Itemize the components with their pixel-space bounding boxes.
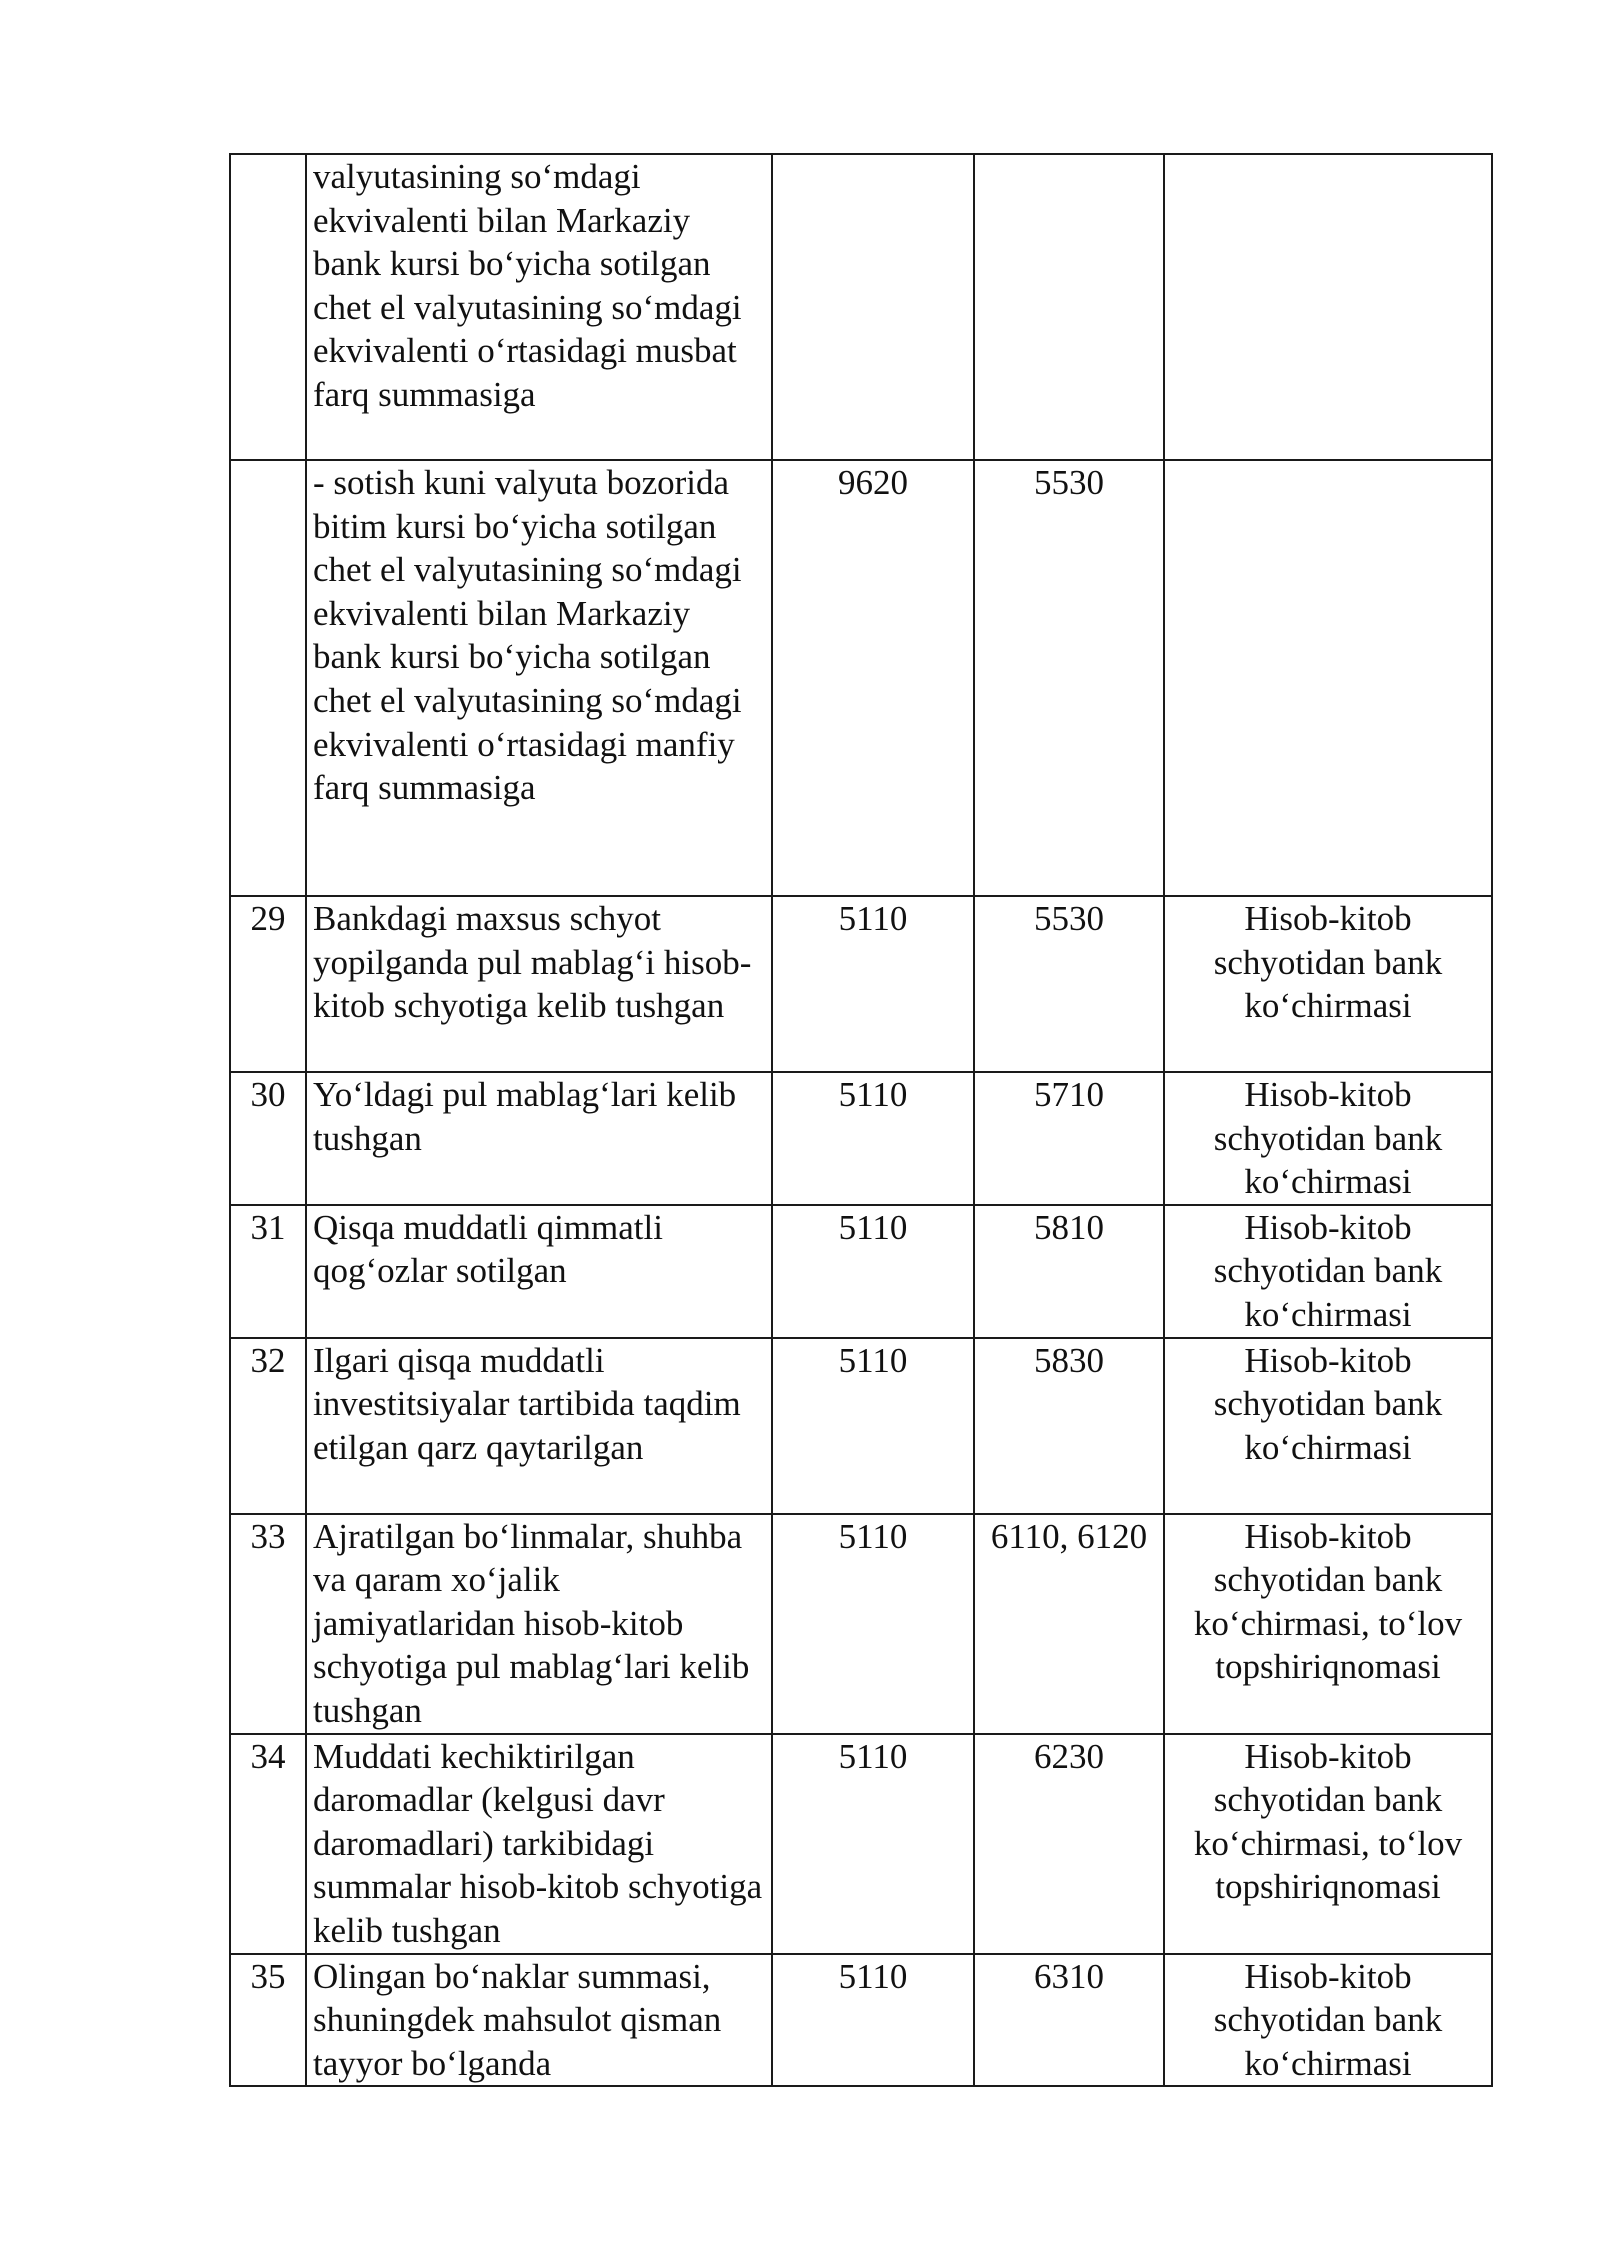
table-row: [230, 1205, 1492, 1338]
credit-account: 5530: [974, 460, 1164, 896]
source-document: Hisob-kitob schyotidan bank ko‘chirmasi, to‘lov topshiriqnomasi: [1164, 1734, 1492, 1954]
credit-account: 6230: [974, 1734, 1164, 1954]
operation-description: Qisqa muddatli qimmatli qog‘ozlar sotilgan: [306, 1205, 772, 1338]
source-document: Hisob-kitob schyotidan bank ko‘chirmasi: [1164, 1072, 1492, 1205]
row-number: 30: [230, 1072, 306, 1205]
source-document: [1164, 154, 1492, 460]
credit-account: 6310: [974, 1954, 1164, 2087]
source-document: Hisob-kitob schyotidan bank ko‘chirmasi: [1164, 896, 1492, 1072]
row-number: 33: [230, 1514, 306, 1734]
credit-account: 6110, 6120: [974, 1514, 1164, 1734]
row-number: 32: [230, 1338, 306, 1514]
operation-description: Ajratilgan bo‘linmalar, shuhba va qaram xo‘jalik jamiyatlaridan hisob-kitob schyotiga pul mablag‘lari kelib tushgan: [306, 1514, 772, 1734]
table-row: [230, 1954, 1492, 2087]
table-row: [230, 1072, 1492, 1205]
table-row: [230, 896, 1492, 1072]
credit-account: [974, 154, 1164, 460]
row-number: 31: [230, 1205, 306, 1338]
source-document: [1164, 460, 1492, 896]
debit-account: [772, 154, 974, 460]
source-document: Hisob-kitob schyotidan bank ko‘chirmasi: [1164, 1205, 1492, 1338]
debit-account: 5110: [772, 1734, 974, 1954]
operation-description: - sotish kuni valyuta bozorida bitim kursi bo‘yicha sotilgan chet el valyutasining so‘mdagi ekvivalenti bilan Markaziy bank kursi bo‘yicha sotilgan chet el valyutasining so‘mdagi ekvivalenti o‘rtasidagi manfiy farq summasiga: [306, 460, 772, 896]
table-row: [230, 154, 1492, 460]
debit-account: 5110: [772, 1514, 974, 1734]
row-number: 35: [230, 1954, 306, 2087]
source-document: Hisob-kitob schyotidan bank ko‘chirmasi: [1164, 1954, 1492, 2087]
operation-description: Bankdagi maxsus schyot yopilganda pul mablag‘i hisob-kitob schyotiga kelib tushgan: [306, 896, 772, 1072]
credit-account: 5710: [974, 1072, 1164, 1205]
table-body: [230, 154, 1492, 2086]
row-number: [230, 154, 306, 460]
debit-account: 5110: [772, 896, 974, 1072]
table-row: [230, 460, 1492, 896]
operation-description: Olingan bo‘naklar summasi, shuningdek mahsulot qisman tayyor bo‘lganda: [306, 1954, 772, 2087]
operation-description: Ilgari qisqa muddatli investitsiyalar tartibida taqdim etilgan qarz qaytarilgan: [306, 1338, 772, 1514]
table-row: [230, 1734, 1492, 1954]
row-number: [230, 460, 306, 896]
row-number: 34: [230, 1734, 306, 1954]
source-document: Hisob-kitob schyotidan bank ko‘chirmasi: [1164, 1338, 1492, 1514]
table-row: [230, 1338, 1492, 1514]
debit-account: 5110: [772, 1072, 974, 1205]
accounting-entries-table: [229, 153, 1493, 2087]
operation-description: Yo‘ldagi pul mablag‘lari kelib tushgan: [306, 1072, 772, 1205]
operation-description: Muddati kechiktirilgan daromadlar (kelgusi davr daromadlari) tarkibidagi summalar hisob-kitob schyotiga kelib tushgan: [306, 1734, 772, 1954]
debit-account: 5110: [772, 1954, 974, 2087]
debit-account: 9620: [772, 460, 974, 896]
row-number: 29: [230, 896, 306, 1072]
table-row: [230, 1514, 1492, 1734]
operation-description: valyutasining so‘mdagi ekvivalenti bilan Markaziy bank kursi bo‘yicha sotilgan chet el valyutasining so‘mdagi ekvivalenti o‘rtasidagi musbat farq summasiga: [306, 154, 772, 460]
debit-account: 5110: [772, 1338, 974, 1514]
credit-account: 5810: [974, 1205, 1164, 1338]
debit-account: 5110: [772, 1205, 974, 1338]
source-document: Hisob-kitob schyotidan bank ko‘chirmasi, to‘lov topshiriqnomasi: [1164, 1514, 1492, 1734]
credit-account: 5830: [974, 1338, 1164, 1514]
credit-account: 5530: [974, 896, 1164, 1072]
